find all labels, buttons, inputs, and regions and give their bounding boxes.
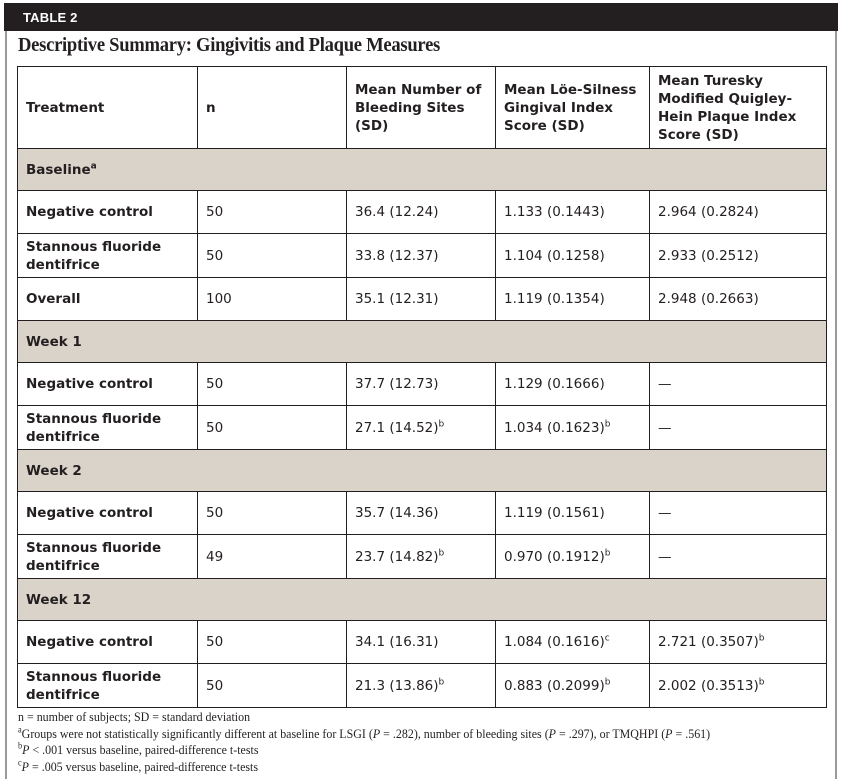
n-cell: 50: [198, 363, 347, 406]
n-cell: 100: [198, 278, 347, 321]
lsgi-cell: 1.129 (0.1666): [496, 363, 650, 406]
lsgi-cell: 0.970 $(0.1912)^b$: [496, 535, 650, 579]
table-label: TABLE 2: [23, 10, 78, 25]
table-row: [18, 406, 827, 450]
tmqhpi-cell: 2.948 (0.2663): [650, 278, 827, 321]
n-cell: 50: [198, 621, 347, 664]
footnote-a: $^a$Groups were not statistically significantly different at baseline for LSGI (P = .282), number of bleeding sites (P = .297), or TMQHPI (P = .561): [18, 724, 711, 741]
bleeding-sites-cell: 36.4 (12.24): [347, 191, 496, 234]
table-row: [18, 363, 827, 406]
treatment-cell: Negative control: [18, 621, 198, 664]
lsgi-cell: 1.034 $(0.1623)^b$: [496, 406, 650, 450]
tmqhpi-cell: 2.964 (0.2824): [650, 191, 827, 234]
table-row: [18, 664, 827, 708]
table-row: [18, 535, 827, 579]
footnote-c: $^c$P = .005 versus baseline, paired-difference t-tests: [18, 757, 259, 774]
n-cell: 50: [198, 664, 347, 708]
bleeding-sites-cell: 37.7 (12.73): [347, 363, 496, 406]
table-row: [18, 492, 827, 535]
bleeding-sites-cell: 21.3 $(13.86)^b$: [347, 664, 496, 708]
tmqhpi-cell: —: [650, 363, 827, 406]
lsgi-cell: 1.119 (0.1561): [496, 492, 650, 535]
tmqhpi-cell: 2.933 (0.2512): [650, 234, 827, 278]
footnote-abbreviations: n = number of subjects; SD = standard deviation: [18, 709, 251, 724]
section-label: Baseline$^a$: [18, 149, 827, 191]
table-row: [18, 278, 827, 321]
n-cell: 50: [198, 234, 347, 278]
section-label: Week 2: [18, 450, 827, 492]
treatment-cell: Stannous fluoride dentifrice: [18, 535, 198, 579]
tmqhpi-cell: —: [650, 535, 827, 579]
treatment-cell: Stannous fluoride dentifrice: [18, 664, 198, 708]
lsgi-cell: 1.119 (0.1354): [496, 278, 650, 321]
bleeding-sites-cell: 33.8 (12.37): [347, 234, 496, 278]
lsgi-cell: 1.133 (0.1443): [496, 191, 650, 234]
section-label: Week 12: [18, 579, 827, 621]
section-label: Week 1: [18, 321, 827, 363]
bleeding-sites-cell: 35.1 (12.31): [347, 278, 496, 321]
summary-table: [17, 66, 827, 708]
bleeding-sites-cell: 34.1 (16.31): [347, 621, 496, 664]
footnotes: [18, 709, 710, 775]
section-row: [18, 321, 827, 363]
section-row: [18, 149, 827, 191]
bleeding-sites-cell: 27.1 $(14.52)^b$: [347, 406, 496, 450]
table-title: Descriptive Summary: Gingivitis and Plaque Measures: [18, 34, 441, 56]
lsgi-cell: 1.104 (0.1258): [496, 234, 650, 278]
column-header-lsgi: Mean Löe-Silness Gingival Index Score (SD): [496, 67, 650, 149]
column-header-treatment: Treatment: [18, 67, 198, 149]
tmqhpi-cell: —: [650, 492, 827, 535]
treatment-cell: Overall: [18, 278, 198, 321]
tmqhpi-cell: —: [650, 406, 827, 450]
column-header-bleeding-sites: Mean Number of Bleeding Sites (SD): [347, 67, 496, 149]
table-row: [18, 234, 827, 278]
section-row: [18, 579, 827, 621]
tmqhpi-cell: 2.721 $(0.3507)^b$: [650, 621, 827, 664]
n-cell: 50: [198, 191, 347, 234]
n-cell: 50: [198, 492, 347, 535]
header-row: [18, 67, 827, 149]
section-row: [18, 450, 827, 492]
treatment-cell: Stannous fluoride dentifrice: [18, 406, 198, 450]
lsgi-cell: 1.084 $(0.1616)^c$: [496, 621, 650, 664]
n-cell: 49: [198, 535, 347, 579]
tmqhpi-cell: 2.002 $(0.3513)^b$: [650, 664, 827, 708]
n-cell: 50: [198, 406, 347, 450]
bleeding-sites-cell: 23.7 $(14.82)^b$: [347, 535, 496, 579]
treatment-cell: Stannous fluoride dentifrice: [18, 234, 198, 278]
treatment-cell: Negative control: [18, 492, 198, 535]
table-row: [18, 621, 827, 664]
treatment-cell: Negative control: [18, 191, 198, 234]
table-label-bar: [4, 3, 838, 31]
table-row: [18, 191, 827, 234]
column-header-tmqhpi: Mean Turesky Modified Quigley-Hein Plaque Index Score (SD): [650, 67, 827, 149]
treatment-cell: Negative control: [18, 363, 198, 406]
column-header-n: n: [198, 67, 347, 149]
bleeding-sites-cell: 35.7 (14.36): [347, 492, 496, 535]
footnote-b: $^b$P < .001 versus baseline, paired-difference t-tests: [18, 740, 259, 758]
lsgi-cell: 0.883 $(0.2099)^b$: [496, 664, 650, 708]
